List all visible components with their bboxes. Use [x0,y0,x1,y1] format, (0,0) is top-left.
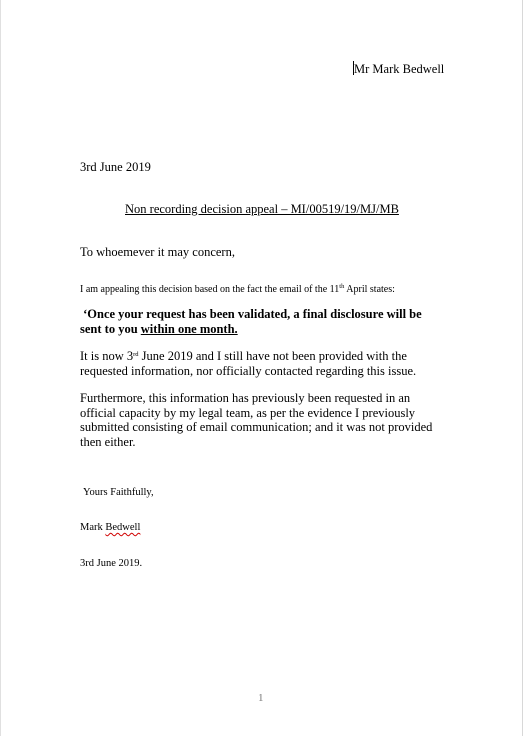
paragraph-status-text-2: June 2019 and I still have not been provided with the requested information, nor officially contacted regarding this issue. [80,349,417,378]
ordinal-suffix: rd [133,351,139,358]
signature-first-name: Mark [80,522,106,533]
paragraph-appeal-basis [80,284,395,295]
quoted-statement-emphasis: within one month. [140,321,238,336]
subject-line: Non recording decision appeal – MI/00519/19/MJ/MB [125,202,399,216]
footer-date: 3rd June 2019. [80,558,143,569]
quoted-statement [80,307,440,336]
paragraph-appeal-text-2: April states: [344,284,395,295]
signature [80,522,140,533]
sender-name [353,61,444,77]
paragraph-status-text-1: It is now 3 [80,349,134,363]
paragraph-status [80,349,445,378]
salutation: To whoemever it may concern, [80,245,235,259]
paragraph-prior-request: Furthermore, this information has previously been requested in an official capacity by my legal team, as per the evidence I previously submitted consisting of email communication; and it was not provided then either. [80,391,433,449]
letter-date: 3rd June 2019 [80,160,151,174]
ordinal-suffix: th [339,283,345,290]
sender-name-text: Mr Mark Bedwell [354,62,445,76]
signature-last-name-spellcheck: Bedwell [105,522,141,533]
page-number: 1 [258,692,264,704]
quoted-statement-text: ‘Once your request has been validated, a final disclosure will be sent to you [80,307,422,336]
closing: Yours Faithfully, [83,487,154,498]
paragraph-appeal-text-1: I am appealing this decision based on the fact the email of the 11 [80,284,340,295]
